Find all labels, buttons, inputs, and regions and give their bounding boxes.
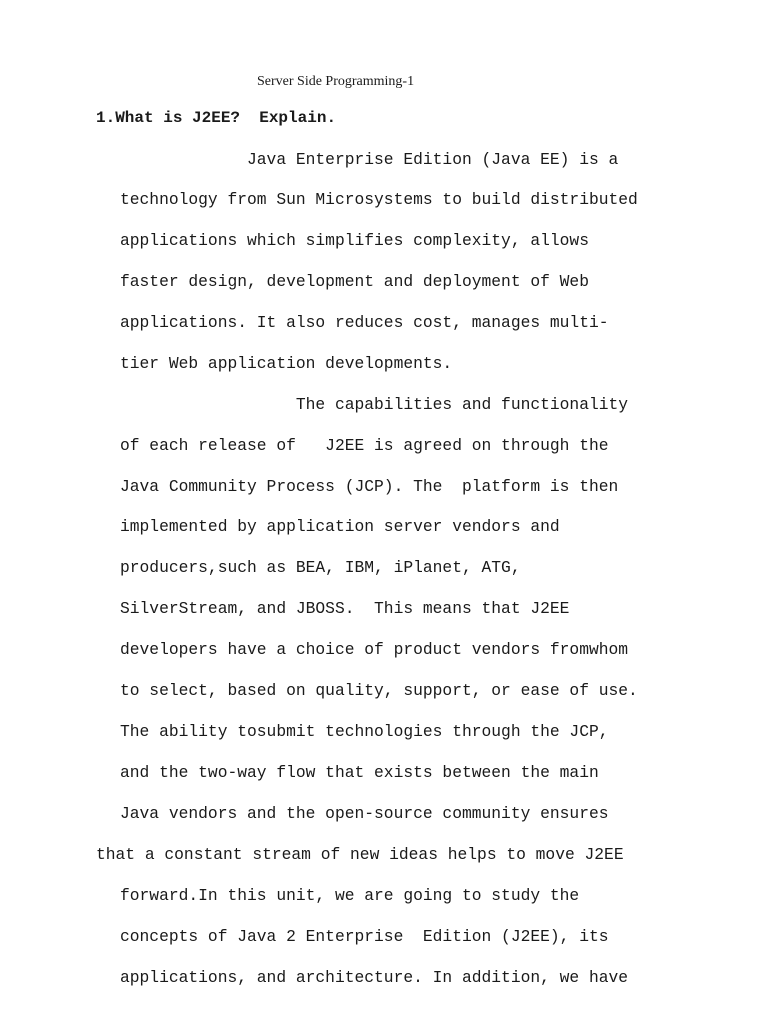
- body-line: implemented by application server vendors and: [120, 517, 560, 536]
- body-line: producers,such as BEA, IBM, iPlanet, ATG,: [120, 558, 521, 577]
- body-line: and the two-way flow that exists between the main: [120, 763, 599, 782]
- body-line: The ability tosubmit technologies through the JCP,: [120, 722, 609, 741]
- body-line: faster design, development and deployment of Web: [120, 272, 589, 291]
- body-line: that a constant stream of new ideas helps to move J2EE: [96, 845, 624, 864]
- body-line: Java Community Process (JCP). The platform is then: [120, 477, 619, 496]
- body-line: applications, and architecture. In addition, we have: [120, 968, 629, 987]
- body-line: to select, based on quality, support, or ease of use.: [120, 681, 638, 700]
- body-line: concepts of Java 2 Enterprise Edition (J2EE), its: [120, 927, 609, 946]
- body-line: SilverStream, and JBOSS. This means that J2EE: [120, 599, 570, 618]
- body-line: developers have a choice of product vendors fromwhom: [120, 640, 629, 659]
- question-heading: 1.What is J2EE? Explain.: [96, 109, 337, 127]
- body-line: tier Web application developments.: [120, 354, 453, 373]
- body-line: forward.In this unit, we are going to study the: [120, 886, 580, 905]
- body-line: applications. It also reduces cost, manages multi-: [120, 313, 609, 332]
- body-line: Java vendors and the open-source community ensures: [120, 804, 609, 823]
- body-line: of each release of J2EE is agreed on through the: [120, 436, 609, 455]
- body-line: Java Enterprise Edition (Java EE) is a: [120, 150, 619, 169]
- body-line: The capabilities and functionality: [120, 395, 629, 414]
- body-line: applications which simplifies complexity, allows: [120, 231, 589, 250]
- page-header: Server Side Programming-1: [257, 74, 415, 89]
- body-line: technology from Sun Microsystems to build distributed: [120, 190, 638, 209]
